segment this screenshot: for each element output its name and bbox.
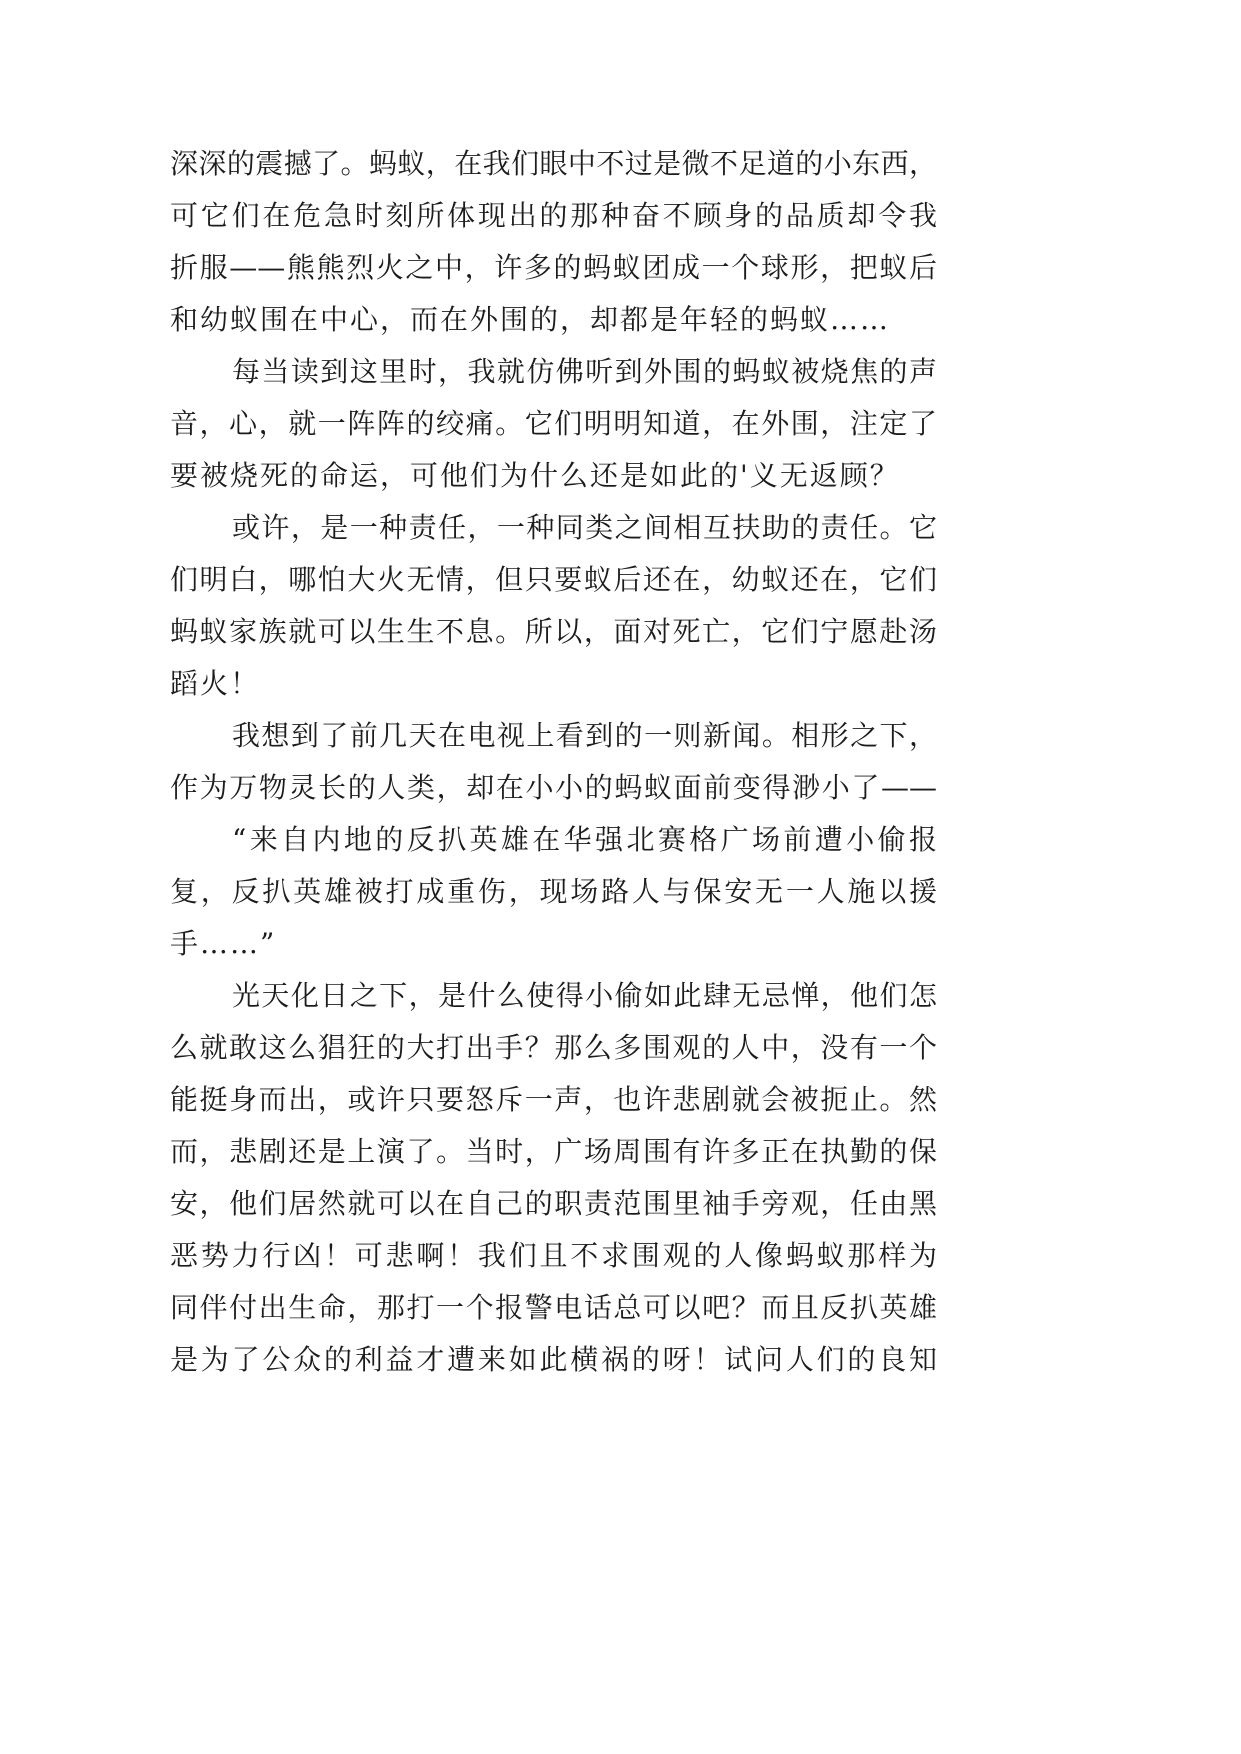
paragraph [170, 502, 937, 710]
text-line: 蹈火！ [170, 667, 261, 700]
paragraph [170, 970, 937, 1386]
text-line: 复，反扒英雄被打成重伤，现场路人与保安无一人施以援 [170, 875, 937, 908]
text-line: 光天化日之下，是什么使得小偷如此肆无忌惮，他们怎 [232, 979, 937, 1012]
text-line: 音，心，就一阵阵的绞痛。它们明明知道，在外围，注定了 [170, 407, 937, 440]
text-line: 和幼蚁围在中心，而在外围的，却都是年轻的蚂蚁…… [170, 303, 891, 336]
text-line: 折服——熊熊烈火之中，许多的蚂蚁团成一个球形，把蚁后 [170, 251, 937, 284]
paragraph [170, 346, 937, 502]
text-line: 能挺身而出，或许只要怒斥一声，也许悲剧就会被扼止。然 [170, 1083, 937, 1116]
text-line: 作为万物灵长的人类，却在小小的蚂蚁面前变得渺小了—— [170, 771, 937, 804]
text-line: 可它们在危急时刻所体现出的那种奋不顾身的品质却令我 [170, 199, 937, 232]
text-line: 要被烧死的命运，可他们为什么还是如此的'义无返顾？ [170, 459, 900, 492]
text-line: 是为了公众的利益才遭来如此横祸的呀！试问人们的良知 [170, 1343, 937, 1376]
text-line: 每当读到这里时，我就仿佛听到外围的蚂蚁被烧焦的声 [232, 355, 937, 388]
text-line: 同伴付出生命，那打一个报警电话总可以吧？而且反扒英雄 [170, 1291, 937, 1324]
paragraph [170, 710, 937, 814]
text-line: “来自内地的反扒英雄在华强北赛格广场前遭小偷报 [232, 823, 937, 856]
text-line: 恶势力行凶！可悲啊！我们且不求围观的人像蚂蚁那样为 [170, 1239, 937, 1272]
text-line: 安，他们居然就可以在自己的职责范围里袖手旁观，任由黑 [170, 1187, 937, 1220]
quoted-news-paragraph [170, 814, 937, 970]
text-line: 而，悲剧还是上演了。当时，广场周围有许多正在执勤的保 [170, 1135, 937, 1168]
paragraph [170, 138, 937, 346]
text-line: 们明白，哪怕大火无情，但只要蚁后还在，幼蚁还在，它们 [170, 563, 937, 596]
document-page [170, 138, 937, 1386]
text-line: 手……” [170, 927, 277, 960]
text-line: 深深的震撼了。蚂蚁，在我们眼中不过是微不足道的小东西， [170, 147, 937, 180]
text-line: 蚂蚁家族就可以生生不息。所以，面对死亡，它们宁愿赴汤 [170, 615, 937, 648]
text-line: 么就敢这么猖狂的大打出手？那么多围观的人中，没有一个 [170, 1031, 937, 1064]
text-line: 或许，是一种责任，一种同类之间相互扶助的责任。它 [232, 511, 937, 544]
text-line: 我想到了前几天在电视上看到的一则新闻。相形之下， [232, 719, 937, 752]
